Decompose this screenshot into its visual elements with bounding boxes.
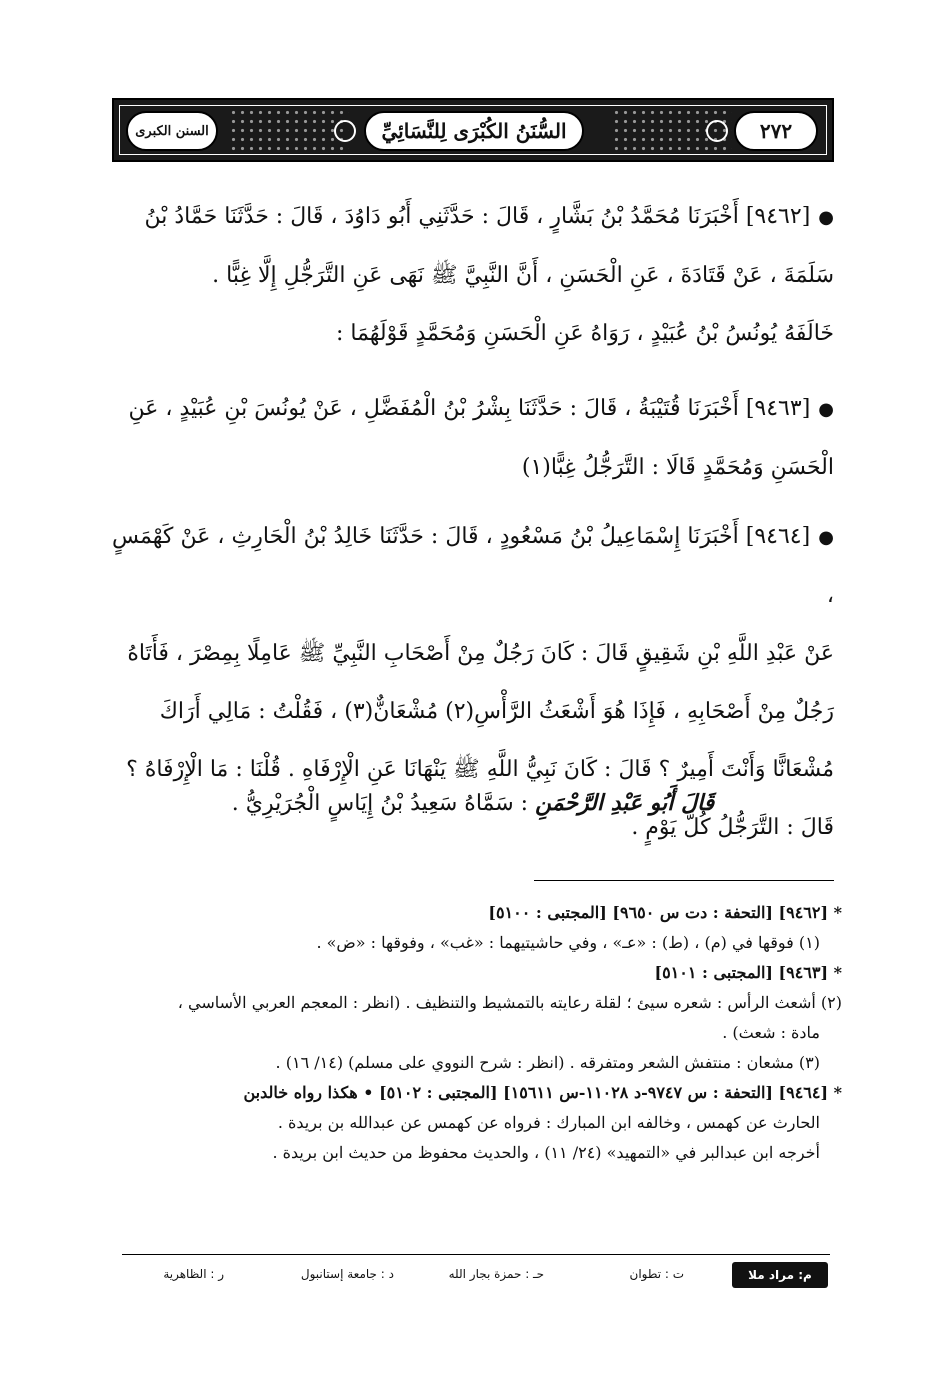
author-attribution: قَالَ أَبُو عَبْدِ الرَّحْمَنِ	[535, 790, 715, 816]
footnote-2: (٢) أشعث الرأس : شعره سيئ ؛ لقلة رعايته بالتمشيط والتنظيف . (انظر : المعجم العربي الأساسي ،	[177, 993, 842, 1012]
footnote-ref-9464: * [٩٤٦٤] [التحفة : س ٩٧٤٧-د ١١٠٢٨-س ١٥٦١١] [المجتبى : ٥١٠٢] • هكذا رواه خالدبن	[243, 1083, 842, 1102]
hadith-text	[112, 380, 834, 497]
text-line: قَالَ : التَّرَجُّلُ كُلَّ يَوْمٍ .	[631, 815, 834, 840]
header-ornament-left	[229, 108, 349, 152]
text-line: عَنْ عَبْدِ اللَّهِ بْنِ شَقِيقٍ قَالَ : كَانَ رَجُلٌ مِنْ أَصْحَابِ النَّبِيِّ ﷺ عَامِلًا بِمِصْرَ ، فَأَتَاهُ	[127, 641, 834, 666]
footnote-ref-9462: * [٩٤٦٢] [التحفة : دت س ٩٦٥٠] [المجتبى : ٥١٠٠]	[488, 903, 842, 922]
bullet-icon: ●	[818, 399, 834, 420]
text-line: ●[٩٤٦٢] أَخْبَرَنَا مُحَمَّدُ بْنُ بَشَّارٍ ، قَالَ : حَدَّثَنِي أَبُو دَاوُدَ ، قَالَ : حَدَّثَنَا حَمَّادُ بْنُ	[144, 204, 834, 229]
author-note-text: : سَمَّاهُ سَعِيدُ بْنُ إِيَاسٍ الْجُرَيْرِيُّ .	[231, 791, 529, 816]
text-line: ●[٩٤٦٤] أَخْبَرَنَا إِسْمَاعِيلُ بْنُ مَسْعُودٍ ، قَالَ : حَدَّثَنَا خَالِدُ بْنُ الْحَارِثِ ، عَنْ كَهْمَسٍ ،	[112, 524, 834, 608]
manuscript-legend	[112, 1262, 834, 1288]
text-line: مُشْعَانًّا وَأَنْتَ أَمِيرٌ ؟ قَالَ : كَانَ نَبِيُّ اللَّهِ ﷺ يَنْهَانَا عَنِ الْإِرْفَاهِ . قُلْنَا : مَا الْإِرْفَاهُ ؟	[126, 757, 834, 782]
header-rosette-left	[334, 120, 356, 142]
text-line: خَالَفَهُ يُونُسُ بْنُ عُبَيْدٍ ، رَوَاهُ عَنِ الْحَسَنِ وَمُحَمَّدٍ قَوْلَهُمَا :	[335, 321, 834, 346]
footnote-2-cont: مادة : شعث) .	[722, 1023, 820, 1042]
footnotes	[112, 898, 842, 1168]
book-title: السُّنَنُ الكُبْرَى لِلنَّسَائِيِّ	[381, 119, 567, 143]
footnote-9464-cont2: أخرجه ابن عبدالبر في «التمهيد» (٢٤/ ١١) ، والحديث محفوظ من حديث ابن بريدة .	[272, 1143, 820, 1162]
hadith-9462	[112, 188, 834, 363]
page-number: ٢٧٢	[759, 119, 793, 143]
running-title	[364, 111, 584, 151]
footnote-separator	[534, 880, 834, 881]
header-rosette-right	[706, 120, 728, 142]
footnote-ref-9463: * [٩٤٦٣] [المجتبى : ٥١٠١]	[654, 963, 842, 982]
footnote-1: (١) فوقها في (م) ، (ط) : «عـ» ، وفي حاشيتيهما : «غب» ، وفوقها : «ض» .	[316, 933, 820, 952]
legend-r: ر : الظاهرية	[163, 1267, 224, 1281]
legend-badge: م: مراد ملا	[732, 1262, 828, 1288]
bullet-icon: ●	[818, 207, 834, 228]
footnote-3: (٣) مشعان : منتفش الشعر ومتفرقه . (انظر : شرح النووي على مسلم) (١٤/ ١٦) .	[275, 1053, 820, 1072]
book-logo-text: السنن الكبرى	[135, 123, 209, 139]
text-line: ●[٩٤٦٣] أَخْبَرَنَا قُتَيْبَةُ ، قَالَ : حَدَّثَنَا بِشْرُ بْنُ الْمُفَضَّلِ ، عَنْ يُونُسَ بْنِ عُبَيْدٍ ، عَنِ	[128, 396, 834, 421]
text-line: سَلَمَةَ ، عَنْ قَتَادَةَ ، عَنِ الْحَسَنِ ، أَنَّ النَّبِيَّ ﷺ نَهَى عَنِ التَّرَجُّلِ إِلَّا غِبًّا .	[212, 263, 834, 288]
legend-h: حـ : حمزة بجار الله	[448, 1267, 544, 1281]
page-number-cartouche	[734, 111, 818, 151]
text-line: الْحَسَنِ وَمُحَمَّدٍ قَالَا : التَّرَجُّلُ غِبًّا(١)	[521, 455, 834, 480]
hadith-9463	[112, 380, 834, 497]
hadith-text	[112, 188, 834, 363]
legend-d: د : جامعة إستانبول	[300, 1267, 394, 1281]
footnote-9464-cont: الحارث عن كهمس ، وخالفه ابن المبارك : فرواه عن كهمس عن عبدالله بن بريدة .	[277, 1113, 820, 1132]
bottom-separator	[122, 1254, 830, 1255]
page-header	[112, 98, 834, 162]
legend-t: ت : تطوان	[629, 1267, 684, 1281]
book-logo	[126, 111, 218, 151]
text-line: رَجُلٌ مِنْ أَصْحَابِهِ ، فَإِذَا هُوَ أَشْعَثُ الرَّأْسِ(٢) مُشْعَانٌّ(٣) ، فَقُلْتُ : مَالِي أَرَاكَ	[159, 699, 834, 724]
bullet-icon: ●	[818, 527, 834, 548]
author-note	[112, 790, 834, 816]
